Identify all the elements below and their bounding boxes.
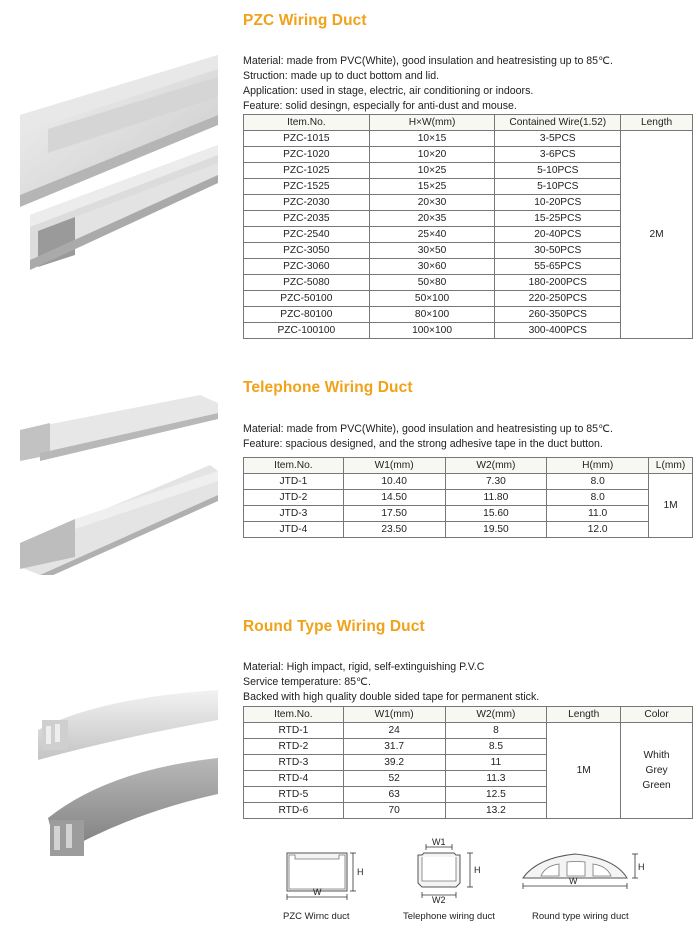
rtd-desc-line: Service temperature: 85℃. [243,676,371,688]
pzc-desc-line: Feature: solid desingn, especially for anti-dust and mouse. [243,100,517,112]
pzc-description [243,54,613,114]
rtd-cell: 11 [445,755,547,771]
pzc-cell: 20×30 [369,195,495,211]
pzc-table-row [244,131,693,147]
pzc-cross-section-diagram [275,845,375,905]
rtd-cell: 8.5 [445,739,547,755]
pzc-cell: 3-6PCS [495,147,621,163]
jtd-cell: 7.30 [445,474,547,490]
color-option: Grey [645,765,668,776]
jtd-header-h: H(mm) [547,458,649,474]
pzc-diagram-caption: PZC Wirnc duct [283,911,350,922]
rtd-cell: 12.5 [445,787,547,803]
jtd-table-row [244,522,693,538]
jtd-description [243,422,613,452]
rtd-cell: RTD-1 [244,723,344,739]
jtd-cell: 14.50 [343,490,445,506]
color-option: Whith [643,750,670,761]
jtd-desc-line: Feature: spacious designed, and the strong adhesive tape in the duct button. [243,438,603,450]
jtd-cell: 10.40 [343,474,445,490]
rtd-cell: 63 [343,787,445,803]
round-cross-section-diagram [515,840,645,900]
rtd-header-color: Color [621,707,693,723]
pzc-cell: PZC-1020 [244,147,370,163]
pzc-cell: 30×60 [369,259,495,275]
jtd-header-item: Item.No. [244,458,344,474]
rtd-cell: RTD-2 [244,739,344,755]
pzc-title: PZC Wiring Duct [243,12,367,29]
pzc-cell: PZC-1025 [244,163,370,179]
pzc-cell: PZC-1525 [244,179,370,195]
rtd-cell: 52 [343,771,445,787]
jtd-table-row [244,506,693,522]
pzc-cell: PZC-2030 [244,195,370,211]
pzc-header-size: H×W(mm) [369,115,495,131]
jtd-table-row [244,474,693,490]
pzc-cell: 25×40 [369,227,495,243]
rtd-header-length: Length [547,707,621,723]
pzc-cell: 260-350PCS [495,307,621,323]
jtd-cell: 15.60 [445,506,547,522]
pzc-header-item: Item.No. [244,115,370,131]
rtd-header-w1: W1(mm) [343,707,445,723]
pzc-desc-line: Struction: made up to duct bottom and lid. [243,70,440,82]
jtd-cell: JTD-2 [244,490,344,506]
pzc-cell: PZC-2540 [244,227,370,243]
pzc-cell: 300-400PCS [495,323,621,339]
jtd-cell: JTD-1 [244,474,344,490]
pzc-cell: 80×100 [369,307,495,323]
rtd-cell: RTD-5 [244,787,344,803]
pzc-cell: 10×15 [369,131,495,147]
jtd-cell: 12.0 [547,522,649,538]
rtd-cell: 24 [343,723,445,739]
pzc-diagram-h-label: H [357,867,364,877]
pzc-cell: PZC-3060 [244,259,370,275]
rtd-cell: 31.7 [343,739,445,755]
jtd-title: Telephone Wiring Duct [243,379,413,396]
jtd-cell: 19.50 [445,522,547,538]
pzc-cell: PZC-2035 [244,211,370,227]
jtd-table-row [244,490,693,506]
rtd-cell: 13.2 [445,803,547,819]
jtd-length-cell: 1M [649,474,693,538]
rtd-cell: RTD-3 [244,755,344,771]
jtd-cell: 8.0 [547,490,649,506]
pzc-cell: 15-25PCS [495,211,621,227]
rtd-description [243,660,539,705]
rtd-cell: RTD-4 [244,771,344,787]
jtd-cell: JTD-3 [244,506,344,522]
jtd-cell: 11.80 [445,490,547,506]
pzc-header-length: Length [621,115,693,131]
jtd-cell: 23.50 [343,522,445,538]
jtd-spec-table [243,457,693,538]
jtd-cell: 17.50 [343,506,445,522]
rtd-cell: 70 [343,803,445,819]
tel-diagram-h-label: H [474,865,481,875]
pzc-desc-line: Material: made from PVC(White), good insulation and heatresisting up to 85℃. [243,55,613,67]
round-diagram-w-label: W [569,876,578,886]
tel-diagram-w2-label: W2 [432,895,446,905]
pzc-cell: 3-5PCS [495,131,621,147]
pzc-cell: 10-20PCS [495,195,621,211]
pzc-cell: PZC-1015 [244,131,370,147]
rtd-cell: 39.2 [343,755,445,771]
jtd-cell: JTD-4 [244,522,344,538]
pzc-cell: 220-250PCS [495,291,621,307]
pzc-diagram-w-label: W [313,887,322,897]
pzc-cell: 180-200PCS [495,275,621,291]
pzc-spec-table [243,114,693,339]
rtd-desc-line: Material: High impact, rigid, self-extinguishing P.V.C [243,661,485,673]
rtd-color-cell [621,723,693,819]
tel-diagram-w1-label: W1 [432,837,446,847]
round-diagram-h-label: H [638,862,645,872]
pzc-cell: PZC-3050 [244,243,370,259]
jtd-cell: 11.0 [547,506,649,522]
pzc-cell: 20-40PCS [495,227,621,243]
pzc-cell: 5-10PCS [495,163,621,179]
rtd-cell: 11.3 [445,771,547,787]
tel-diagram-caption: Telephone wiring duct [403,911,495,922]
jtd-header-w1: W1(mm) [343,458,445,474]
jtd-header-w2: W2(mm) [445,458,547,474]
telephone-duct-photo [20,385,218,575]
rtd-cell: 8 [445,723,547,739]
pzc-length-cell: 2M [621,131,693,339]
pzc-duct-photo [20,55,218,270]
jtd-desc-line: Material: made from PVC(White), good insulation and heatresisting up to 85℃. [243,423,613,435]
pzc-cell: 55-65PCS [495,259,621,275]
rtd-header-w2: W2(mm) [445,707,547,723]
rtd-header-item: Item.No. [244,707,344,723]
pzc-cell: 20×35 [369,211,495,227]
pzc-cell: 50×100 [369,291,495,307]
rtd-title: Round Type Wiring Duct [243,618,425,635]
pzc-cell: 15×25 [369,179,495,195]
jtd-cell: 8.0 [547,474,649,490]
round-duct-photo [38,690,218,870]
pzc-cell: PZC-5080 [244,275,370,291]
pzc-cell: PZC-80100 [244,307,370,323]
rtd-desc-line: Backed with high quality double sided tape for permanent stick. [243,691,540,703]
pzc-cell: 30×50 [369,243,495,259]
pzc-cell: PZC-50100 [244,291,370,307]
pzc-cell: PZC-100100 [244,323,370,339]
rtd-spec-table [243,706,693,819]
rtd-length-cell: 1M [547,723,621,819]
color-option: Green [642,780,671,791]
jtd-header-length: L(mm) [649,458,693,474]
pzc-cell: 30-50PCS [495,243,621,259]
pzc-desc-line: Application: used in stage, electric, air conditioning or indoors. [243,85,534,97]
pzc-cell: 5-10PCS [495,179,621,195]
pzc-header-wire: Contained Wire(1.52) [495,115,621,131]
pzc-cell: 50×80 [369,275,495,291]
pzc-cell: 10×25 [369,163,495,179]
pzc-cell: 100×100 [369,323,495,339]
pzc-cell: 10×20 [369,147,495,163]
telephone-cross-section-diagram [408,835,498,907]
rtd-cell: RTD-6 [244,803,344,819]
round-diagram-caption: Round type wiring duct [532,911,629,922]
rtd-table-row [244,723,693,739]
